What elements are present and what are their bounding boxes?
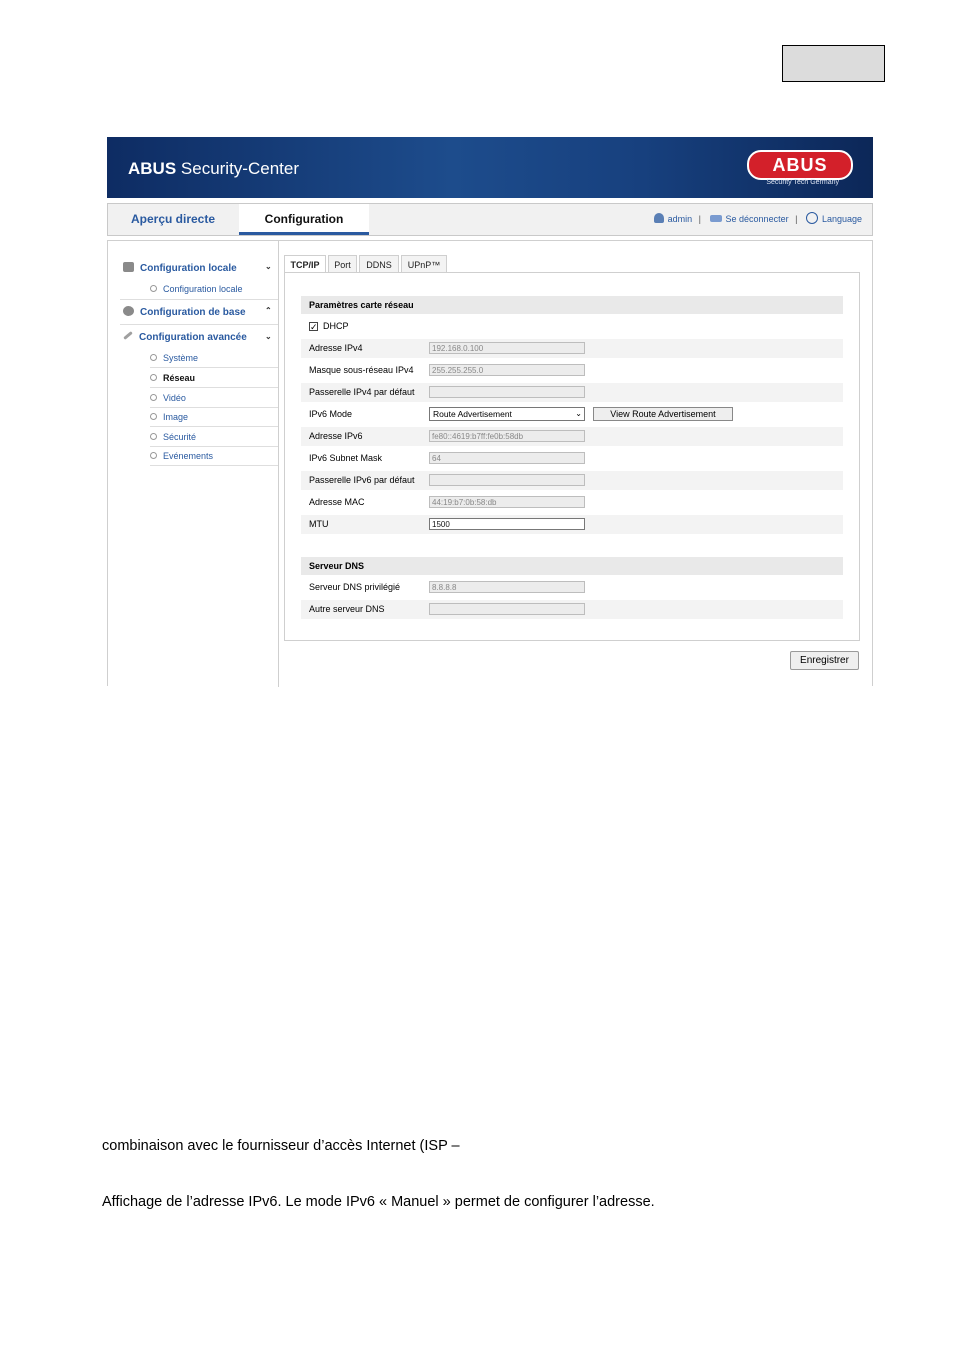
logo-tagline: Security Tech Germany bbox=[766, 179, 839, 186]
ipv6-gateway-field[interactable] bbox=[429, 474, 585, 486]
chevron-down-icon: ⌄ bbox=[575, 409, 582, 418]
row-ipv6-mode: IPv6 Mode Route Advertisement ⌄ View Route Advertisement bbox=[301, 405, 843, 424]
save-button[interactable]: Enregistrer bbox=[790, 651, 859, 670]
sidebar-item-security[interactable]: Sécurité bbox=[150, 428, 278, 447]
monitor-icon bbox=[123, 262, 134, 272]
wrench-icon bbox=[123, 331, 133, 340]
chevron-down-icon: ⌄ bbox=[265, 332, 272, 341]
section-network-card: Paramètres carte réseau bbox=[301, 296, 843, 314]
row-dhcp: ✓ DHCP bbox=[310, 321, 349, 332]
sidebar-advanced-config[interactable]: Configuration avancée ⌄ bbox=[123, 332, 247, 343]
app-window bbox=[107, 137, 873, 686]
sidebar-item-video[interactable]: Vidéo bbox=[150, 389, 278, 408]
bullet-icon bbox=[150, 374, 157, 381]
row-dns-alternate: Autre serveur DNS bbox=[301, 600, 843, 619]
tab-upnp[interactable]: UPnP™ bbox=[401, 255, 447, 273]
sidebar-item-image[interactable]: Image bbox=[150, 408, 278, 427]
row-ipv6-mask: IPv6 Subnet Mask 64 bbox=[301, 449, 843, 468]
logout-icon bbox=[710, 215, 722, 222]
ipv6-mask-field[interactable]: 64 bbox=[429, 452, 585, 464]
settings-panel bbox=[284, 272, 860, 641]
body-text-2: Affichage de l’adresse IPv6. Le mode IPv6 « Manuel » permet de configurer l’adresse. bbox=[102, 1194, 655, 1210]
sidebar bbox=[108, 241, 279, 687]
corner-box bbox=[782, 45, 885, 82]
view-route-button[interactable]: View Route Advertisement bbox=[593, 407, 733, 421]
tab-tcpip[interactable]: TCP/IP bbox=[284, 255, 326, 273]
sidebar-item-network[interactable]: Réseau bbox=[150, 369, 278, 388]
dns-preferred-field[interactable]: 8.8.8.8 bbox=[429, 581, 585, 593]
ipv4-field[interactable]: 192.168.0.100 bbox=[429, 342, 585, 354]
header-banner bbox=[107, 137, 873, 198]
tab-port[interactable]: Port bbox=[328, 255, 357, 273]
dns-alternate-field[interactable] bbox=[429, 603, 585, 615]
chevron-up-icon: ⌃ bbox=[265, 306, 272, 315]
abus-logo: ABUS bbox=[747, 150, 853, 180]
row-ipv4-mask: Masque sous-réseau IPv4 255.255.255.0 bbox=[301, 361, 843, 380]
body-text-1: combinaison avec le fournisseur d’accès Internet (ISP – bbox=[102, 1138, 460, 1154]
bullet-icon bbox=[150, 452, 157, 459]
mtu-field[interactable]: 1500 bbox=[429, 518, 585, 530]
row-ipv6-gateway: Passerelle IPv6 par défaut bbox=[301, 471, 843, 490]
ipv4-mask-field[interactable]: 255.255.255.0 bbox=[429, 364, 585, 376]
tab-configuration[interactable]: Configuration bbox=[239, 204, 369, 235]
tab-live-view[interactable]: Aperçu directe bbox=[130, 212, 216, 226]
bullet-icon bbox=[150, 413, 157, 420]
logout-link[interactable]: Se déconnecter bbox=[725, 214, 789, 224]
row-ipv6: Adresse IPv6 fe80::4619:b7ff:fe0b:58db bbox=[301, 427, 843, 446]
user-area: admin | Se déconnecter | Language bbox=[654, 204, 862, 235]
section-dns: Serveur DNS bbox=[301, 557, 843, 575]
ipv6-mode-select[interactable]: Route Advertisement ⌄ bbox=[429, 407, 585, 421]
row-mtu: MTU 1500 bbox=[301, 515, 843, 534]
row-ipv4: Adresse IPv4 192.168.0.100 bbox=[301, 339, 843, 358]
ipv4-gateway-field[interactable] bbox=[429, 386, 585, 398]
language-link[interactable]: Language bbox=[821, 214, 862, 224]
sidebar-item-local-config[interactable]: Configuration locale bbox=[150, 280, 278, 299]
app-title: ABUS Security-Center bbox=[128, 159, 299, 178]
sidebar-local-config[interactable]: Configuration locale ⌄ bbox=[123, 262, 237, 274]
mac-field[interactable]: 44:19:b7:0b:58:db bbox=[429, 496, 585, 508]
bullet-icon bbox=[150, 394, 157, 401]
user-icon bbox=[654, 213, 664, 223]
content-area bbox=[107, 240, 873, 686]
row-ipv4-gateway: Passerelle IPv4 par défaut bbox=[301, 383, 843, 402]
row-dns-preferred: Serveur DNS privilégié 8.8.8.8 bbox=[301, 578, 843, 597]
bullet-icon bbox=[150, 433, 157, 440]
sidebar-item-system[interactable]: Système bbox=[150, 349, 278, 368]
dhcp-checkbox[interactable]: ✓ bbox=[310, 322, 318, 332]
ipv6-field[interactable]: fe80::4619:b7ff:fe0b:58db bbox=[429, 430, 585, 442]
gear-icon bbox=[123, 306, 134, 316]
globe-icon bbox=[806, 212, 818, 224]
bullet-icon bbox=[150, 354, 157, 361]
chevron-down-icon: ⌄ bbox=[265, 262, 272, 271]
user-name[interactable]: admin bbox=[667, 214, 693, 224]
tab-ddns[interactable]: DDNS bbox=[359, 255, 399, 273]
row-mac: Adresse MAC 44:19:b7:0b:58:db bbox=[301, 493, 843, 512]
bullet-icon bbox=[150, 285, 157, 292]
top-navigation bbox=[107, 203, 873, 236]
sidebar-base-config[interactable]: Configuration de base ⌃ bbox=[123, 306, 246, 318]
sidebar-item-events[interactable]: Evénements bbox=[150, 447, 278, 466]
